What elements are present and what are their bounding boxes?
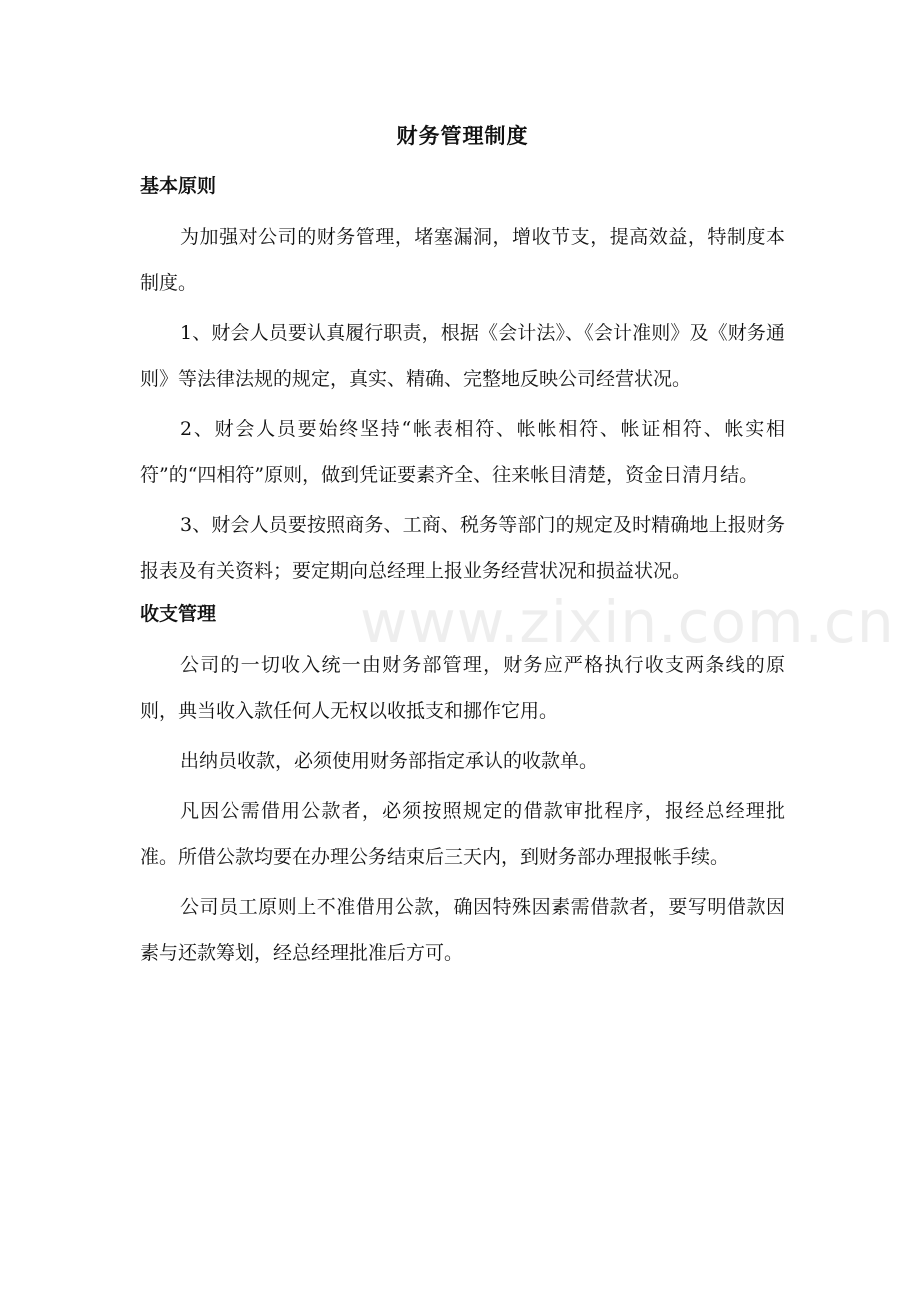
- paragraph: 公司员工原则上不准借用公款，确因特殊因素需借款者，要写明借款因素与还款筹划，经总经理批准后方可。: [140, 896, 785, 964]
- section-heading: 基本原则: [140, 175, 217, 197]
- document-body: [140, 118, 785, 980]
- paragraph: 2、财会人员要始终坚持“帐表相符、帐帐相符、帐证相符、帐实相符”的“四相符”原则，做到凭证要素齐全、往来帐目清楚，资金日清月结。: [140, 418, 785, 486]
- paragraph: 为加强对公司的财务管理，堵塞漏洞，增收节支，提高效益，特制度本制度。: [140, 226, 785, 294]
- paragraph: 公司的一切收入统一由财务部管理，财务应严格执行收支两条线的原则，典当收入款任何人无权以收抵支和挪作它用。: [140, 654, 785, 722]
- paragraph: 凡因公需借用公款者，必须按照规定的借款审批程序，报经总经理批准。所借公款均要在办理公务结束后三天内，到财务部办理报帐手续。: [140, 800, 785, 868]
- paragraph: 3、财会人员要按照商务、工商、税务等部门的规定及时精确地上报财务报表及有关资料；要定期向总经理上报业务经营状况和损益状况。: [140, 514, 785, 582]
- paragraph: 出纳员收款，必须使用财务部指定承认的收款单。: [180, 750, 599, 772]
- section-basic-principles: [140, 170, 785, 594]
- watermark-text: www.zixin.com.cn: [360, 588, 895, 656]
- paragraph: 1、财会人员要认真履行职责，根据《会计法》、《会计准则》及《财务通则》等法律法规的规定，真实、精确、完整地反映公司经营状况。: [140, 322, 785, 390]
- section-heading: 收支管理: [140, 603, 217, 625]
- section-income-expense-management: [140, 598, 785, 976]
- document-title: 财务管理制度: [396, 124, 529, 148]
